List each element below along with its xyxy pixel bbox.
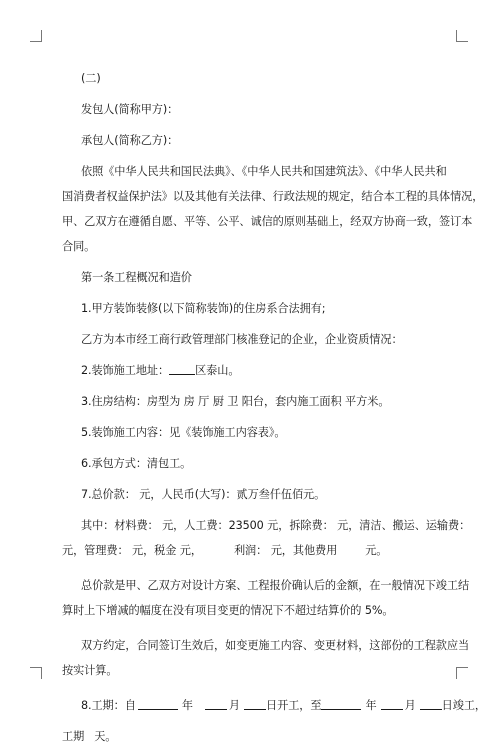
preamble-line: 甲、乙双方在遵循自愿、平等、公平、诚信的原则基础上，经双方协商一致，签订本 [62, 215, 473, 228]
item-3: 3.住房结构：房型为 房 厅 厨 卫 阳台，套内施工面积 平方米。 [81, 395, 390, 408]
breakdown-segment: 元，管理费： 元，税金 元， [62, 544, 202, 557]
section-heading: (二) [81, 72, 101, 85]
start-month-label: 月 [228, 699, 241, 712]
agreement-line: 按实计算。 [62, 664, 118, 677]
duration-label: 工期 [62, 730, 85, 743]
start-year-blank [138, 697, 178, 710]
item-2-prefix: 2.装饰施工地址： [81, 364, 170, 377]
breakdown-segment: 利润： 元，其他费用 [233, 544, 338, 557]
crop-mark-top-right [456, 30, 468, 42]
item-2 [62, 358, 442, 383]
end-year-blank [321, 697, 361, 710]
item-6: 6.承包方式：清包工。 [81, 457, 192, 470]
preamble-line: 合同。 [62, 240, 96, 253]
end-day-blank [420, 697, 442, 710]
adjustment-paragraph [62, 573, 470, 623]
preamble-line: 国消费者权益保护法》以及其他有关法律、行政法规的规定，结合本工程的具体情况， [62, 190, 484, 203]
duration-unit: 天。 [94, 730, 117, 743]
end-month-label: 月 [404, 699, 416, 712]
start-year-label: 年 [181, 699, 193, 712]
crop-mark-bottom-right [456, 667, 468, 679]
end-year-label: 年 [365, 699, 377, 712]
item-8-paragraph [62, 693, 487, 749]
breakdown-line: 其中：材料费： 元，人工费：23500 元，拆除费： 元，清洁、搬运、运输费： [81, 519, 471, 532]
start-label: 日开工，至 [266, 699, 322, 712]
item-8-duration [62, 724, 442, 749]
party-a-line: 发包人(简称甲方)： [81, 103, 179, 116]
article-1-title: 第一条工程概况和造价 [81, 271, 192, 284]
start-month-blank [205, 697, 227, 710]
adjustment-line: 算时上下增减的幅度在没有项目变更的情况下不超过结算价的 5%。 [62, 604, 394, 617]
end-label: 日竣工， [441, 699, 487, 712]
document-body [62, 66, 487, 749]
item-8-dates [62, 693, 487, 718]
crop-mark-top-left [30, 30, 42, 42]
item-8-prefix: 8.工期：自 [81, 699, 136, 712]
preamble-line: 依照《中华人民共和国民法典》、《中华人民共和国建筑法》、《中华人民共和 [81, 165, 447, 178]
cost-breakdown-paragraph [62, 513, 471, 563]
adjustment-line: 总价款是甲、乙双方对设计方案、工程报价确认后的金额，在一般情况下竣工结 [81, 579, 470, 592]
item-2-suffix: 区泰山。 [195, 364, 240, 377]
item-1: 1.甲方装饰装修(以下简称装饰)的住房系合法拥有; [81, 302, 326, 315]
item-5: 5.装饰施工内容：见《装饰施工内容表》。 [81, 426, 286, 439]
agreement-paragraph [62, 633, 470, 683]
crop-mark-bottom-left [30, 667, 42, 679]
district-blank [169, 362, 195, 375]
qualification-line: 乙方为本市经工商行政管理部门核准登记的企业，企业资质情况： [81, 333, 403, 346]
preamble-paragraph [62, 159, 484, 259]
breakdown-segment: 元。 [365, 544, 388, 557]
breakdown-line [62, 538, 442, 563]
start-day-blank [244, 697, 266, 710]
party-b-line: 承包人(简称乙方)： [81, 134, 179, 147]
agreement-line: 双方约定，合同签订生效后，如变更施工内容、变更材料，这部份的工程款应当 [81, 639, 470, 652]
item-7: 7.总价款： 元，人民币(大写)：贰万叁仟伍佰元。 [81, 488, 326, 501]
end-month-blank [381, 697, 403, 710]
